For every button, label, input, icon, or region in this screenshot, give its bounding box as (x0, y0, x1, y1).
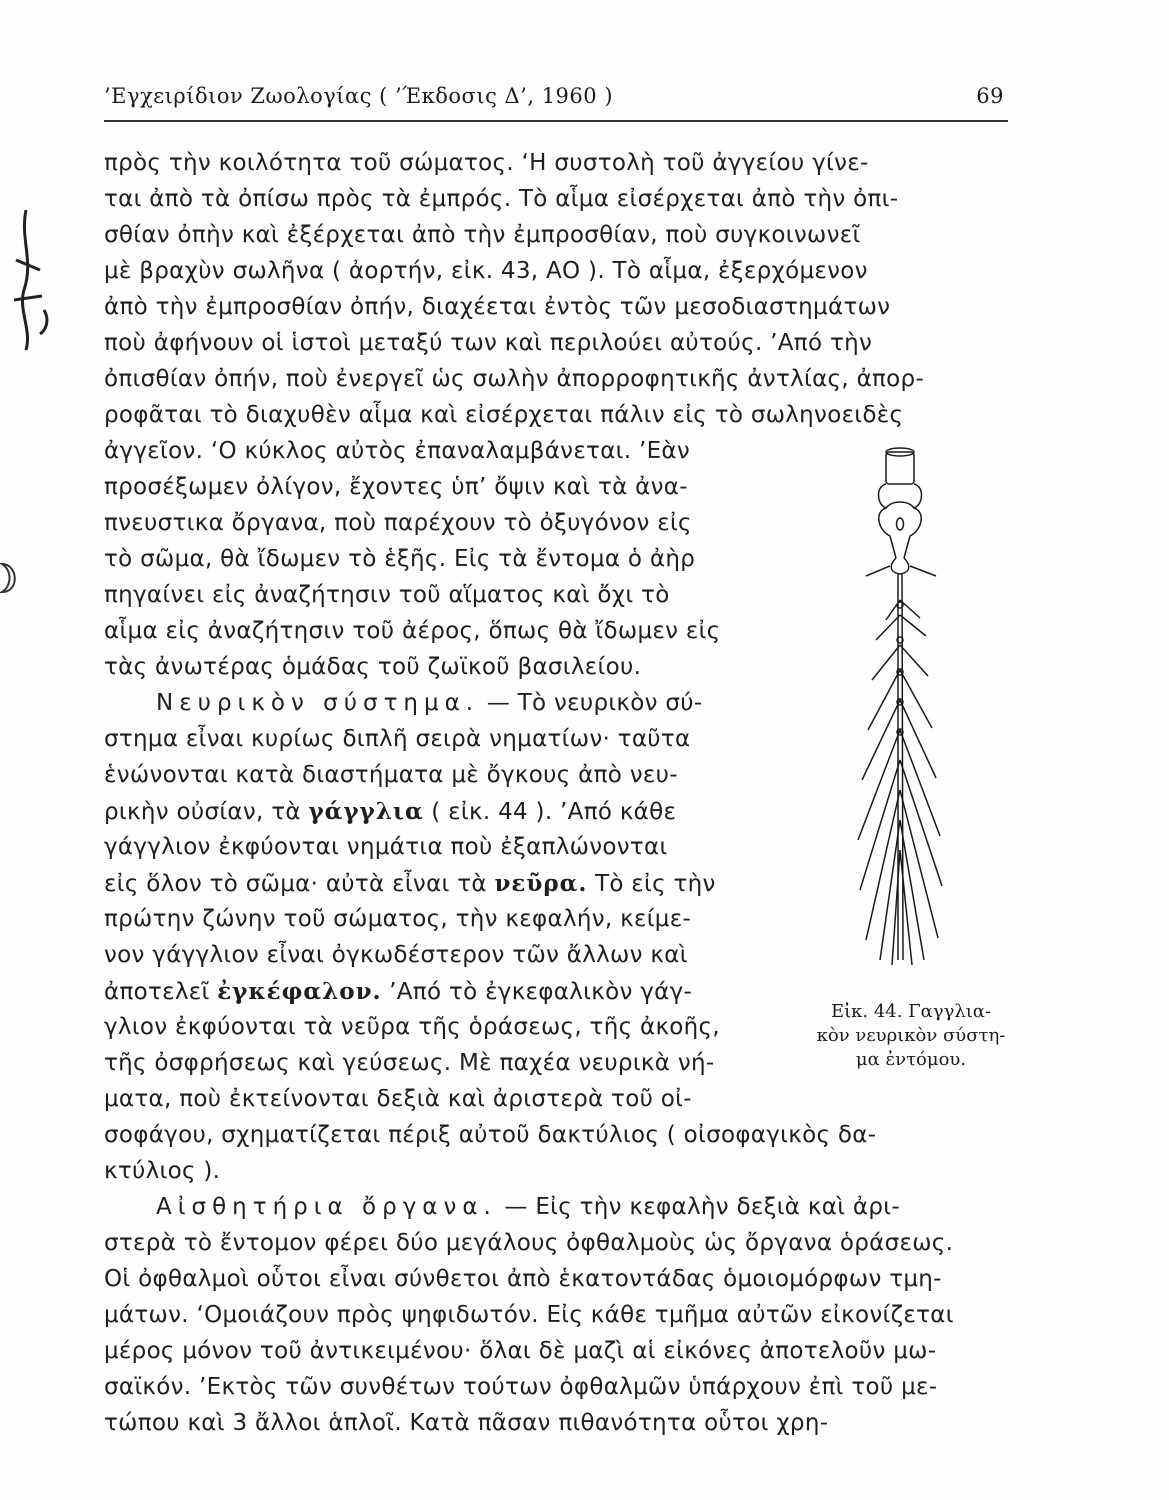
header-rule (104, 120, 1008, 122)
text-line: πρὸς τὴν κοιλότητα τοῦ σώματος. ‘Η συστολὴ τοῦ ἀγγείου γίνε- (104, 150, 869, 176)
caption-line: Εἰκ. 44. Γαγγλια- (830, 1001, 992, 1022)
section-heading-line: Νευρικὸν σύστημα. — Τὸ νευρικὸν σύ- (156, 690, 703, 716)
text-line: ροφᾶται τὸ διαχυθὲν αἷμα καὶ εἰσέρχεται πάλιν εἰς τὸ σωληνοειδὲς (104, 402, 904, 428)
section-heading-line: Αἰσθητήρια ὄργανα. — Εἰς τὴν κεφαλὴν δεξιὰ καὶ ἀρι- (156, 1194, 900, 1220)
text-line: μέρος μόνον τοῦ ἀντικειμένου· ὅλαι δὲ μαζὶ αἱ εἰκόνες ἀποτελοῦν μω- (104, 1338, 937, 1364)
text-line: πνευστικα ὄργανα, ποὺ παρέχουν τὸ ὀξυγόνον εἰς (104, 510, 692, 536)
text-line: ἀπὸ τὴν ἐμπροσθίαν ὀπήν, διαχέεται ἐντὸς τῶν μεσοδιαστημάτων (104, 294, 891, 320)
running-header-title: ’Εγχειρίδιον Ζωολογίας ( ’Έκδοσις Δ’, 1960 ) (104, 84, 614, 108)
text-line: εἰς ὅλον τὸ σῶμα· αὐτὰ εἶναι τὰ νεῦρα. Τὸ εἰς τὴν (104, 870, 716, 897)
text-line: κτύλιος ). (104, 1158, 221, 1184)
text-line: σθίαν ὀπὴν καὶ ἐξέρχεται ἀπὸ τὴν ἐμπροσθίαν, ποὺ συγκοινωνεῖ (104, 222, 861, 248)
text-line: μὲ βραχὺν σωλῆνα ( ἀορτήν, εἰκ. 43, ΑΟ ). Τὸ αἷμα, ἐξερχόμενον (104, 258, 868, 284)
text-line: σοφάγου, σχηματίζεται πέριξ αὐτοῦ δακτύλιος ( οἰσοφαγικὸς δα- (104, 1122, 877, 1148)
running-header (104, 84, 1008, 114)
caption-line: μα ἐντόμου. (855, 1049, 967, 1070)
text-line: τῆς ὀσφρήσεως καὶ γεύσεως. Μὲ παχέα νευρικὰ νή- (104, 1050, 715, 1076)
text-line: προσέξωμεν ὀλίγον, ἔχοντες ὑπ’ ὄψιν καὶ τὰ ἀνα- (104, 474, 688, 500)
text-line: ρικὴν οὐσίαν, τὰ γάγγλια ( εἰκ. 44 ). ’Από κάθε (104, 798, 677, 825)
text-line: ἀποτελεῖ ἐγκέφαλον. ’Από τὸ ἐγκεφαλικὸν γάγ- (104, 978, 693, 1005)
text-line: στημα εἶναι κυρίως διπλῆ σειρὰ νηματίων· ταῦτα (104, 726, 691, 752)
text-line: ὀπισθίαν ὀπήν, ποὺ ἐνεργεῖ ὡς σωλὴν ἀπορροφητικῆς ἀντλίας, ἀπορ- (104, 366, 925, 392)
text-line: νον γάγγλιον εἶναι ὀγκωδέστερον τῶν ἄλλων καὶ (104, 942, 688, 968)
text-line: μάτων. ‘Ομοιάζουν πρὸς ψηφιδωτόν. Εἰς κάθε τμῆμα αὐτῶν εἰκονίζεται (104, 1302, 954, 1328)
text-line: γλιον ἐκφύονται τὰ νεῦρα τῆς ὁράσεως, τῆς ἀκοῆς, (104, 1014, 720, 1040)
text-line: ματα, ποὺ ἐκτείνονται δεξιὰ καὶ ἀριστερὰ τοῦ οἰ- (104, 1086, 692, 1112)
text-line: πηγαίνει εἰς ἀναζήτησιν τοῦ αἵματος καὶ ὄχι τὸ (104, 582, 670, 608)
insect-nervous-system-illustration (820, 440, 1010, 980)
text-line: ποὺ ἀφήνουν οἱ ἱστοὶ μεταξύ των καὶ περιλούει αὐτούς. ’Από τὴν (104, 330, 873, 356)
bold-term: ἐγκέφαλον. (217, 978, 382, 1005)
caption-line: κὸν νευρικὸν σύστη- (816, 1025, 1006, 1046)
figure-caption (806, 1000, 1016, 1072)
text-line: ἑνώνονται κατὰ διαστήματα μὲ ὄγκους ἀπὸ νευ- (104, 762, 678, 788)
text-line: ται ἀπὸ τὰ ὀπίσω πρὸς τὰ ἐμπρός. Τὸ αἷμα εἰσέρχεται ἀπὸ τὴν ὀπι- (104, 186, 899, 212)
text-line: αἷμα εἰς ἀναζήτησιν τοῦ ἀέρος, ὅπως θὰ ἴδωμεν εἰς (104, 618, 721, 644)
text-line: ἀγγεῖον. ‘Ο κύκλος αὐτὸς ἐπαναλαμβάνεται. ’Εὰν (104, 438, 691, 464)
section-heading-sense-organs: Αἰσθητήρια ὄργανα. (156, 1194, 497, 1220)
text-line: τὸ σῶμα, θὰ ἴδωμεν τὸ ἑξῆς. Εἰς τὰ ἔντομα ὁ ἀὴρ (104, 546, 696, 572)
text-line: σαϊκόν. ’Εκτὸς τῶν συνθέτων τούτων ὀφθαλμῶν ὑπάρχουν ἐπὶ τοῦ με- (104, 1374, 938, 1400)
margin-binding-mark (0, 560, 24, 596)
page-number: 69 (976, 84, 1004, 108)
margin-ink-mark (6, 200, 62, 360)
text-line: τώπου καὶ 3 ἄλλοι ἁπλοῖ. Κατὰ πᾶσαν πιθανότητα οὗτοι χρη- (104, 1410, 829, 1436)
section-heading-nervous-system: Νευρικὸν σύστημα. (156, 690, 480, 716)
text-line: Οἱ ὀφθαλμοὶ οὗτοι εἶναι σύνθετοι ἀπὸ ἑκατοντάδας ὁμοιομόρφων τμη- (104, 1266, 942, 1292)
bold-term: γάγγλια (308, 798, 424, 825)
text-line: τὰς ἀνωτέρας ὁμάδας τοῦ ζωϊκοῦ βασιλείου. (104, 654, 642, 680)
text-line: πρώτην ζώνην τοῦ σώματος, τὴν κεφαλήν, κείμε- (104, 906, 692, 932)
text-line: στερὰ τὸ ἔντομον φέρει δύο μεγάλους ὀφθαλμοὺς ὡς ὄργανα ὁράσεως. (104, 1230, 954, 1256)
text-line: γάγγλιον ἐκφύονται νημάτια ποὺ ἐξαπλώνονται (104, 834, 668, 860)
bold-term: νεῦρα. (494, 870, 588, 897)
